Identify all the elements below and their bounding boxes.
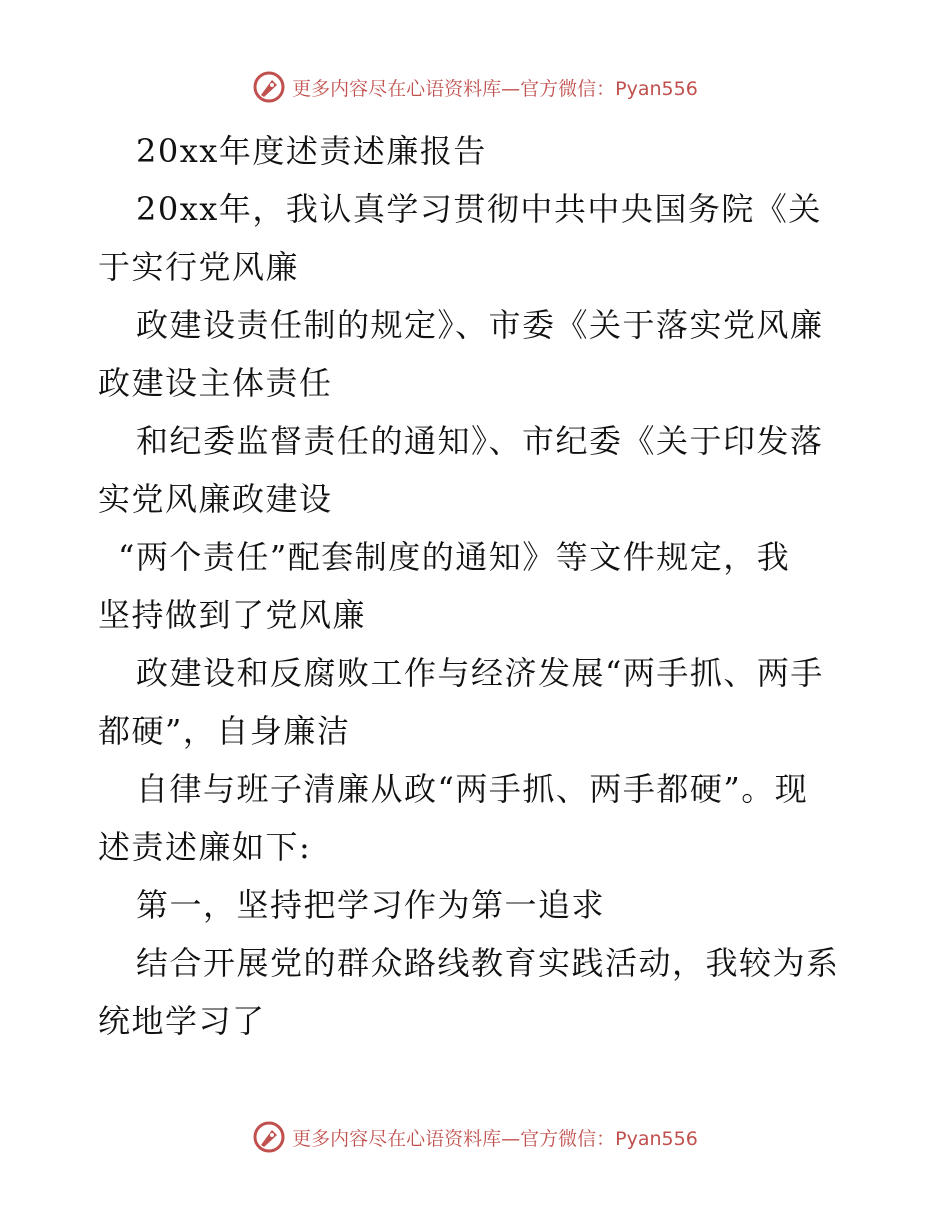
paragraph-line: 实党风廉政建设: [98, 480, 333, 518]
paragraph-line: 都硬”，自身廉洁: [98, 712, 351, 750]
pen-nib-circle-icon: [252, 70, 286, 104]
footer-watermark-banner: [0, 1120, 950, 1154]
paragraph-line: 和纪委监督责任的通知》、市纪委《关于印发落: [136, 422, 824, 460]
section-heading: 第一，坚持把学习作为第一追求: [136, 886, 606, 924]
paragraph-line: 述责述廉如下:: [98, 828, 312, 866]
footer-banner-text: 更多内容尽在心语资料库—官方微信：Pyan556: [292, 1127, 698, 1150]
paragraph-line: 政建设和反腐败工作与经济发展“两手抓、两手: [136, 654, 824, 692]
paragraph-line: 政建设责任制的规定》、市委《关于落实党风廉: [136, 306, 824, 344]
document-body: [98, 122, 858, 1050]
pen-nib-circle-icon: [252, 1120, 286, 1154]
paragraph-line: 20xx年，我认真学习贯彻中共中央国务院《关: [136, 190, 822, 228]
paragraph-line: 统地学习了: [98, 1002, 266, 1040]
paragraph-line: 于实行党风廉: [98, 248, 300, 286]
header-banner-text: 更多内容尽在心语资料库—官方微信：Pyan556: [292, 77, 698, 100]
paragraph-line: 坚持做到了党风廉: [98, 596, 367, 634]
header-watermark-banner: [0, 70, 950, 104]
document-title: 20xx年度述责述廉报告: [136, 132, 487, 170]
paragraph-line: “两个责任”配套制度的通知》等文件规定，我: [118, 538, 791, 576]
paragraph-line: 自律与班子清廉从政“两手抓、两手都硬”。现: [136, 770, 809, 808]
paragraph-line: 结合开展党的群众路线教育实践活动，我较为系: [136, 944, 840, 982]
paragraph-line: 政建设主体责任: [98, 364, 333, 402]
